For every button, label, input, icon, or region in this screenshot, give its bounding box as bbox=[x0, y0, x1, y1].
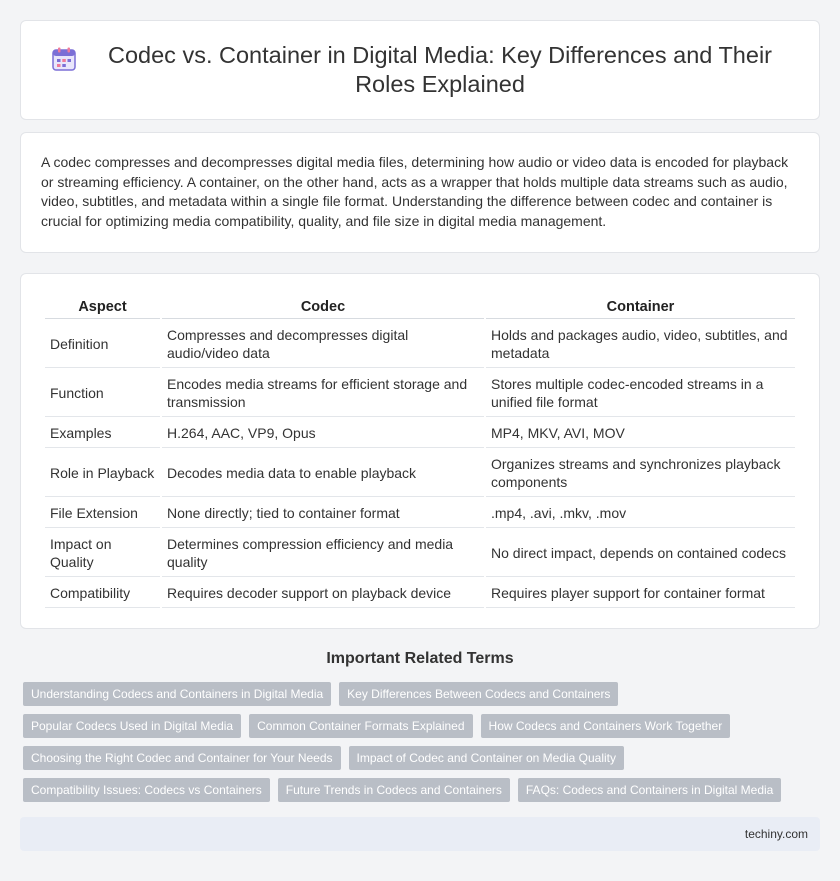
cell-container: Requires player support for container format bbox=[486, 579, 795, 608]
header-container: Container bbox=[486, 296, 795, 319]
calendar-icon bbox=[51, 46, 77, 72]
comparison-table bbox=[43, 294, 797, 610]
related-term-tag[interactable]: Choosing the Right Codec and Container for Your Needs bbox=[23, 746, 341, 770]
header-codec: Codec bbox=[162, 296, 484, 319]
related-term-tag[interactable]: FAQs: Codecs and Containers in Digital Media bbox=[518, 778, 781, 802]
intro-paragraph: A codec compresses and decompresses digital media files, determining how audio or video data is encoded for playback or streaming efficiency. A container, on the other hand, acts as a wrapper that holds multiple data streams such as audio, video, subtitles, and metadata within a single file format. Understanding the difference between codec and container is crucial for optimizing media compatibility, quality, and file size in digital media management. bbox=[41, 154, 789, 229]
related-term-tag[interactable]: Popular Codecs Used in Digital Media bbox=[23, 714, 241, 738]
cell-codec: H.264, AAC, VP9, Opus bbox=[162, 419, 484, 448]
footer bbox=[20, 817, 820, 851]
cell-aspect: Function bbox=[45, 370, 160, 417]
table-row bbox=[45, 450, 795, 497]
header-aspect: Aspect bbox=[45, 296, 160, 319]
related-term-tag[interactable]: How Codecs and Containers Work Together bbox=[481, 714, 731, 738]
cell-aspect: Compatibility bbox=[45, 579, 160, 608]
cell-codec: None directly; tied to container format bbox=[162, 499, 484, 528]
cell-aspect: Examples bbox=[45, 419, 160, 448]
table-row bbox=[45, 579, 795, 608]
cell-aspect: Impact on Quality bbox=[45, 530, 160, 577]
cell-container: Holds and packages audio, video, subtitles, and metadata bbox=[486, 321, 795, 368]
table-header-row bbox=[45, 296, 795, 319]
header-card bbox=[20, 20, 820, 120]
related-terms-tags bbox=[23, 682, 813, 810]
cell-container: .mp4, .avi, .mkv, .mov bbox=[486, 499, 795, 528]
cell-codec: Decodes media data to enable playback bbox=[162, 450, 484, 497]
tag-row bbox=[23, 778, 813, 802]
cell-codec: Requires decoder support on playback device bbox=[162, 579, 484, 608]
table-row bbox=[45, 321, 795, 368]
table-row bbox=[45, 530, 795, 577]
page-title: Codec vs. Container in Digital Media: Key Differences and Their Roles Explained bbox=[108, 42, 772, 97]
title-wrap bbox=[51, 41, 789, 99]
cell-container: No direct impact, depends on contained codecs bbox=[486, 530, 795, 577]
cell-aspect: File Extension bbox=[45, 499, 160, 528]
cell-aspect: Definition bbox=[45, 321, 160, 368]
cell-container: MP4, MKV, AVI, MOV bbox=[486, 419, 795, 448]
related-term-tag[interactable]: Future Trends in Codecs and Containers bbox=[278, 778, 510, 802]
related-term-tag[interactable]: Key Differences Between Codecs and Containers bbox=[339, 682, 618, 706]
related-term-tag[interactable]: Compatibility Issues: Codecs vs Containers bbox=[23, 778, 270, 802]
table-row bbox=[45, 499, 795, 528]
table-row bbox=[45, 419, 795, 448]
cell-codec: Encodes media streams for efficient storage and transmission bbox=[162, 370, 484, 417]
footer-site-name[interactable]: techiny.com bbox=[744, 827, 808, 841]
tag-row bbox=[23, 682, 813, 706]
related-terms-title: Important Related Terms bbox=[326, 650, 514, 667]
table-row bbox=[45, 370, 795, 417]
tag-row bbox=[23, 746, 813, 770]
cell-container: Organizes streams and synchronizes playback components bbox=[486, 450, 795, 497]
cell-aspect: Role in Playback bbox=[45, 450, 160, 497]
related-term-tag[interactable]: Understanding Codecs and Containers in Digital Media bbox=[23, 682, 331, 706]
cell-codec: Compresses and decompresses digital audio/video data bbox=[162, 321, 484, 368]
cell-codec: Determines compression efficiency and media quality bbox=[162, 530, 484, 577]
related-term-tag[interactable]: Impact of Codec and Container on Media Quality bbox=[349, 746, 624, 770]
related-term-tag[interactable]: Common Container Formats Explained bbox=[249, 714, 472, 738]
cell-container: Stores multiple codec-encoded streams in a unified file format bbox=[486, 370, 795, 417]
tag-row bbox=[23, 714, 813, 738]
comparison-table-card bbox=[20, 273, 820, 629]
intro-card bbox=[20, 132, 820, 253]
